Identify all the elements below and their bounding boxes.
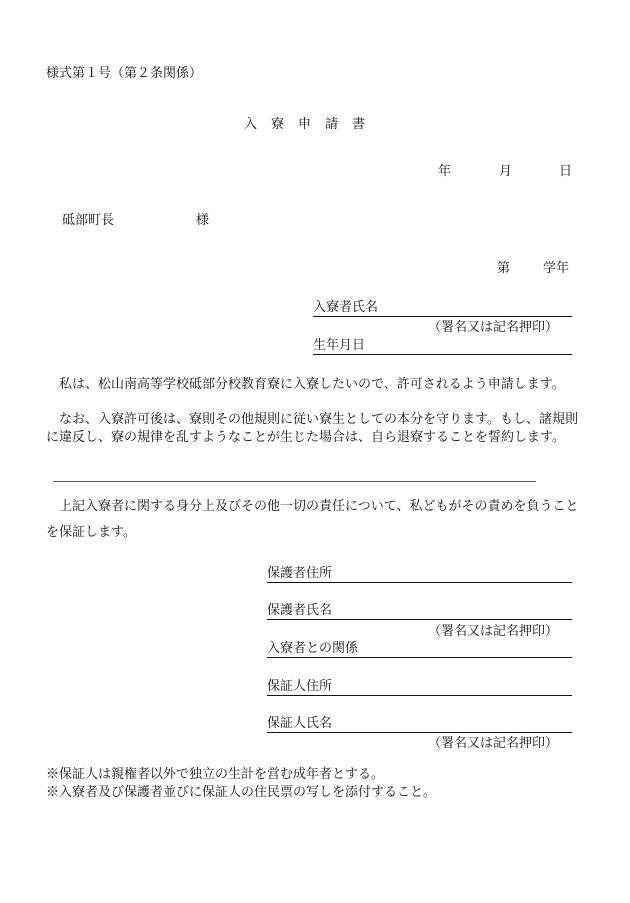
pledge-paragraph-1: 私は、松山南高等学校砥部分校教育寮に入寮したいので、許可されるよう申請します。 [59,377,565,392]
guardian-seal-note: （署名又は記名押印） [428,624,559,639]
applicant-name-field[interactable] [313,300,572,317]
note-1: ※保証人は親権者以外で独立の生計を営む成年者とする。 [46,767,385,782]
applicant-birthdate-field[interactable] [313,338,572,355]
addressee-honorific: 様 [196,213,210,228]
guardian-address-label: 保護者住所 [267,566,333,581]
guarantor-address-label: 保証人住所 [267,679,333,694]
guarantor-seal-note: （署名又は記名押印） [428,736,559,751]
applicant-birthdate-label: 生年月日 [313,338,366,353]
date-month: 月 [499,164,513,179]
guardian-address-field[interactable] [267,566,572,583]
guardian-relation-field[interactable] [267,641,572,658]
guarantee-paragraph: 上記入寮者に関する身分上及びその他一切の責任について、私どもがその責めを負うことを保証します。 [46,499,579,540]
note-2: ※入寮者及び保護者並びに保証人の住民票の写しを添付すること。 [46,785,437,800]
guarantor-name-field[interactable] [267,716,572,733]
applicant-name-label: 入寮者氏名 [313,300,379,315]
guardian-relation-label: 入寮者との関係 [267,641,359,656]
guarantor-address-field[interactable] [267,679,572,696]
addressee: 砥部町長 [62,213,115,228]
section-divider [53,481,536,482]
guarantor-name-label: 保証人氏名 [267,716,333,731]
guardian-name-field[interactable] [267,603,572,620]
grade-suffix: 学年 [543,261,570,276]
pledge-paragraph-2: なお、入寮許可後は、寮則その他規則に従い寮生としての本分を守ります。もし、諸規則に違反し、寮の規律を乱すようなことが生じた場合は、自ら退寮することを誓約します。 [46,412,578,445]
guardian-name-label: 保護者氏名 [267,603,333,618]
document-title: 入寮申請書 [244,117,380,132]
date-day: 日 [559,164,573,179]
form-number: 様式第１号（第２条関係） [46,66,203,81]
date-year: 年 [438,164,452,179]
applicant-seal-note: （署名又は記名押印） [428,320,559,335]
grade-prefix: 第 [497,261,511,276]
